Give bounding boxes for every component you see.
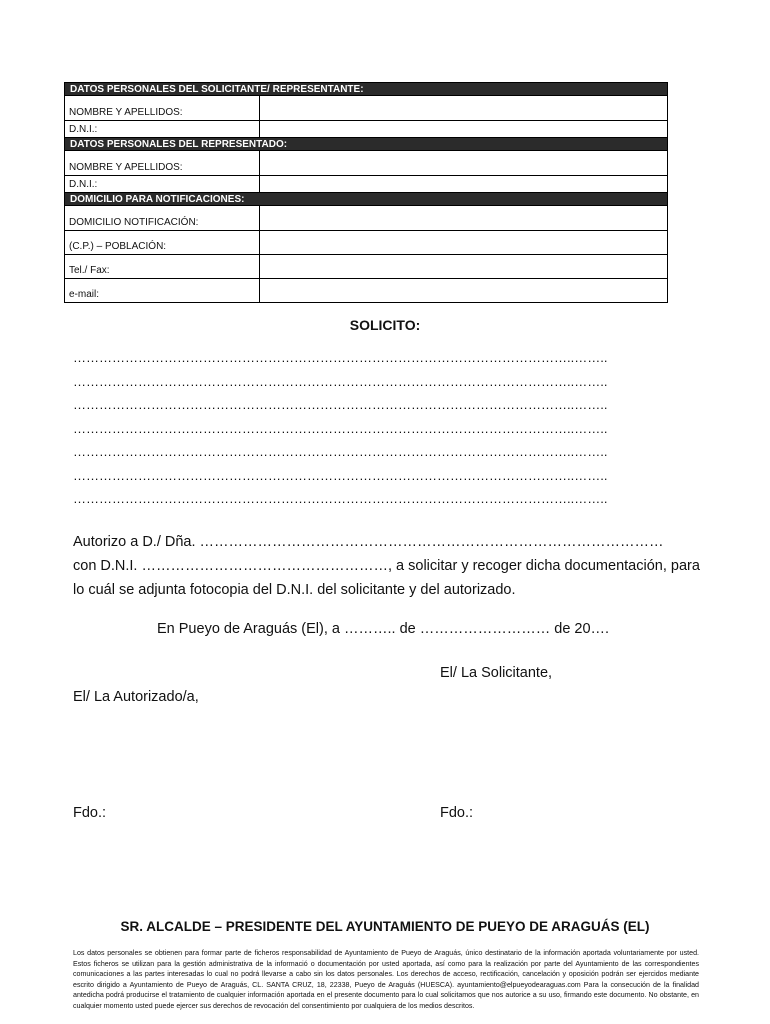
field-label-telefono: Tel./ Fax: (65, 255, 260, 279)
place-date-line: En Pueyo de Araguás (El), a ……….. de ……………………… de 20…. (157, 621, 610, 637)
domicilio-field[interactable] (260, 206, 668, 231)
authorization-line: lo cuál se adjunta fotocopia del D.N.I. del solicitante y del autorizado. (73, 582, 516, 598)
dotted-line: ……………………………………………………………………………………………………..…….. (73, 491, 608, 506)
legal-notice: Los datos personales se obtienen para formar parte de ficheros responsabilidad de Ayuntamiento de Pueyo de Araguás, único destinatario de la información aportada voluntariamente por usted. Estos ficheros se utilizan para la gestión administrativa de la informació o documentación por usted aportada, así como para la realización por parte del Ayuntamiento de las correspondientes comunicaciones a las partes interesadas lo cual no podrá llevarse a cabo sin los datos personales. Los derechos de acceso, rectificación, cancelación y oposición podrán ser ejercidos mediante escrito dirigido a Ayuntamiento de Pueyo de Araguás, CL. SANTA CRUZ, 18, 22338, Pueyo de Araguás (HUESCA). ayuntamiento@elpueyodearaguas.com Para la consecución de la finalidad antedicha podrá producirse el tratamiento de cualquier información aportada en el presente documento para lo cual solicitamos que nos autorice a su uso, firmando este documento. No obstante, en cualquier momento usted puede ejercer sus derechos de revocación del consentimiento por cualquiera de los medios descritos. (73, 949, 699, 1010)
section-title: DATOS PERSONALES DEL SOLICITANTE/ REPRESENTANTE: (65, 83, 668, 96)
authorization-paragraph (73, 530, 700, 602)
form-row (65, 121, 668, 138)
dni-field[interactable] (260, 121, 668, 138)
telefono-field[interactable] (260, 255, 668, 279)
form-row (65, 255, 668, 279)
personal-data-table (64, 82, 668, 303)
section-header-domicilio (65, 193, 668, 206)
field-label-dni: D.N.I.: (65, 176, 260, 193)
field-label-poblacion: (C.P.) – POBLACIÓN: (65, 231, 260, 255)
fdo-left-label: Fdo.: (73, 805, 107, 821)
authorization-line: Autorizo a D./ Dña. …………………………………………………………………………………… (73, 534, 664, 550)
form-row (65, 279, 668, 303)
field-label-nombre: NOMBRE Y APELLIDOS: (65, 151, 260, 176)
form-row (65, 176, 668, 193)
form-row (65, 96, 668, 121)
field-label-nombre: NOMBRE Y APELLIDOS: (65, 96, 260, 121)
autorizado-signature-label: El/ La Autorizado/a, (73, 689, 199, 705)
addressee-heading: SR. ALCALDE – PRESIDENTE DEL AYUNTAMIENTO DE PUEYO DE ARAGUÁS (EL) (120, 919, 650, 934)
solicito-heading: SOLICITO: (349, 317, 421, 333)
section-header-solicitante (65, 83, 668, 96)
authorization-line: con D.N.I. ……………………………………………, a solicitar y recoger dicha documentación, para (73, 558, 700, 574)
field-label-email: e-mail: (65, 279, 260, 303)
email-field[interactable] (260, 279, 668, 303)
solicito-text-area[interactable] (73, 346, 673, 511)
dotted-line: ……………………………………………………………………………………………………..…….. (73, 467, 608, 483)
section-header-representado (65, 138, 668, 151)
form-row (65, 231, 668, 255)
representado-nombre-field[interactable] (260, 151, 668, 176)
dotted-line: ……………………………………………………………………………………………………..…….. (73, 397, 608, 412)
dotted-line: ……………………………………………………………………………………………………..…….. (73, 444, 608, 459)
section-title: DATOS PERSONALES DEL REPRESENTADO: (65, 138, 668, 151)
dotted-line: ……………………………………………………………………………………………………..…….. (73, 420, 608, 436)
section-title: DOMICILIO PARA NOTIFICACIONES: (65, 193, 668, 206)
form-row (65, 206, 668, 231)
field-label-domicilio: DOMICILIO NOTIFICACIÓN: (65, 206, 260, 231)
form-row (65, 151, 668, 176)
fdo-right-label: Fdo.: (440, 805, 474, 821)
dotted-line: ……………………………………………………………………………………………………..…….. (73, 350, 608, 365)
dotted-line: ……………………………………………………………………………………………………..…….. (73, 373, 608, 389)
solicitante-signature-label: El/ La Solicitante, (440, 665, 553, 681)
representado-dni-field[interactable] (260, 176, 668, 193)
nombre-apellidos-field[interactable] (260, 96, 668, 121)
field-label-dni: D.N.I.: (65, 121, 260, 138)
poblacion-field[interactable] (260, 231, 668, 255)
